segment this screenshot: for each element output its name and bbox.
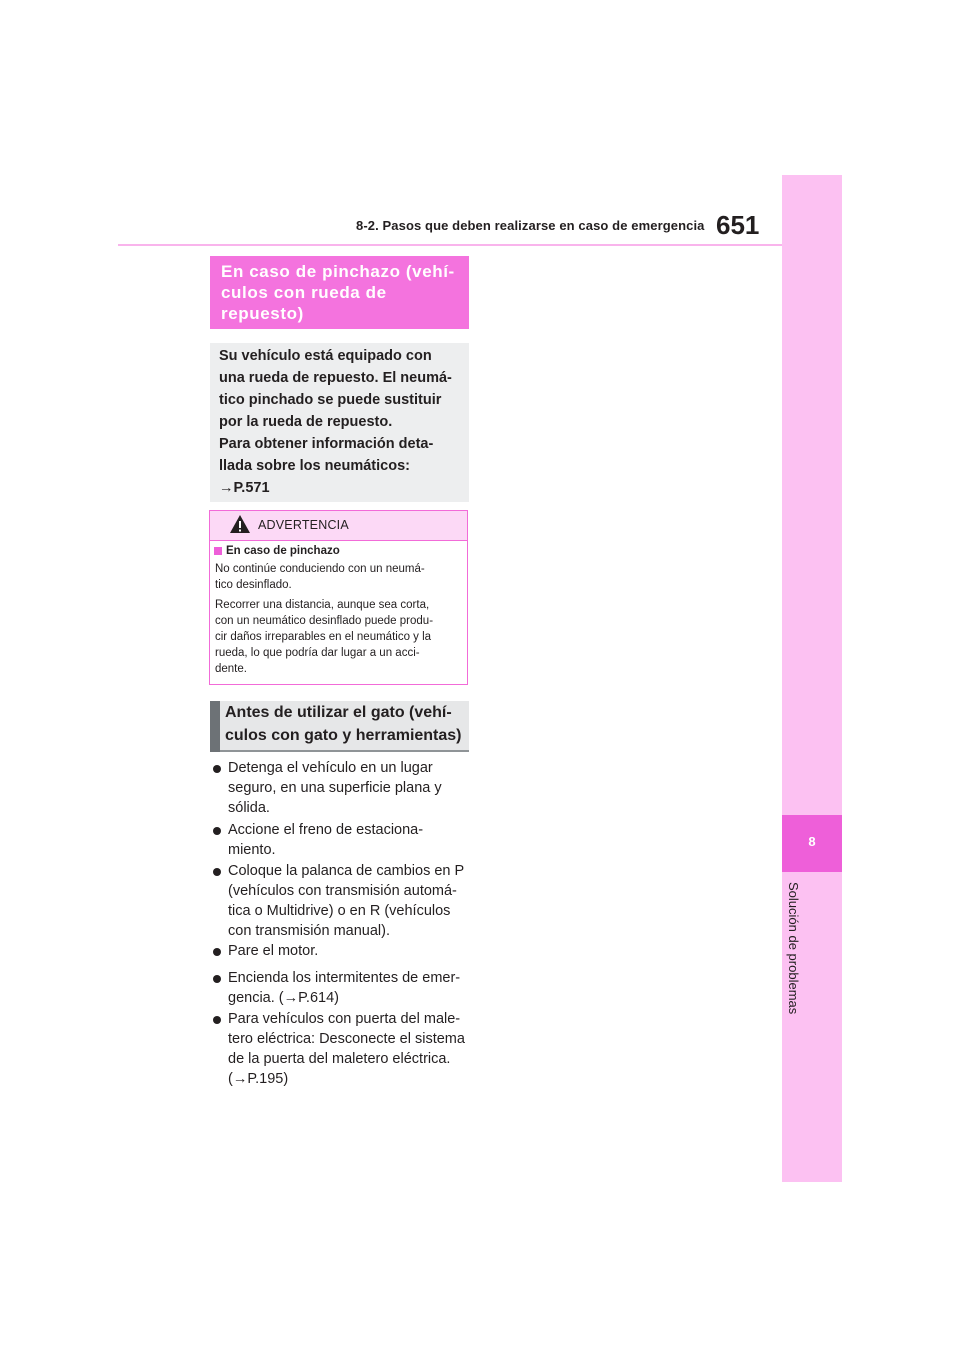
section-title: 8-2. Pasos que deben realizarse en caso de emergencia — [356, 218, 705, 233]
bullet-text: tero eléctrica: Desconecte el sistema — [228, 1031, 465, 1047]
warning-title: ADVERTENCIA — [258, 518, 349, 532]
heading-accent-bar — [210, 701, 220, 752]
bullet-icon — [213, 765, 221, 773]
warning-line: Recorrer una distancia, aunque sea corta, — [215, 599, 430, 611]
bullet-icon — [213, 975, 221, 983]
chapter-label: Solución de problemas — [786, 882, 801, 1015]
page-reference-link[interactable]: →P.571 — [219, 480, 270, 496]
heading-line: culos con rueda de — [221, 283, 387, 302]
info-line: una rueda de repuesto. El neumá- — [219, 370, 452, 386]
section-heading-spare-tire-text — [221, 261, 466, 324]
heading-line: Antes de utilizar el gato (vehí- — [225, 704, 452, 721]
square-bullet-icon — [214, 547, 222, 555]
chapter-number: 8 — [808, 834, 816, 849]
bullet-text: Pare el motor. — [228, 943, 319, 959]
bullet-text: seguro, en una superficie plana y — [228, 780, 442, 796]
warning-triangle-icon — [229, 514, 251, 534]
bullet-text: Para vehículos con puerta del male- — [228, 1011, 461, 1027]
bullet-icon — [213, 868, 221, 876]
info-line: Su vehículo está equipado con — [219, 348, 432, 364]
info-line: Para obtener información deta- — [219, 436, 434, 452]
warning-line: No continúe conduciendo con un neumá- — [215, 563, 425, 575]
warning-line: dente. — [215, 663, 247, 675]
bullet-text: tica o Multidrive) o en R (vehículos — [228, 903, 451, 919]
bullet-text: miento. — [228, 842, 276, 858]
bullet-text: Detenga el vehículo en un lugar — [228, 760, 433, 776]
bullet-text: con transmisión manual). — [228, 923, 390, 939]
warning-subheading: En caso de pinchazo — [226, 545, 340, 557]
bullet-text: Accione el freno de estaciona- — [228, 822, 424, 838]
chapter-side-strip — [782, 175, 842, 1182]
info-line: llada sobre los neumáticos: — [219, 458, 410, 474]
warning-line: cir daños irreparables en el neumático y la — [215, 631, 432, 643]
bullet-text: Encienda los intermitentes de emer- — [228, 970, 461, 986]
page-number: 651 — [716, 210, 760, 240]
info-line: tico pinchado se puede sustituir — [219, 392, 442, 408]
warning-line: con un neumático desinflado puede produ- — [215, 615, 434, 627]
bullet-text: sólida. — [228, 800, 270, 816]
warning-line: rueda, lo que podría dar lugar a un acci- — [215, 647, 420, 659]
info-line: por la rueda de repuesto. — [219, 414, 393, 430]
heading-line: repuesto) — [221, 304, 304, 323]
heading-line: En caso de pinchazo (vehí- — [221, 262, 455, 281]
bullet-text: (vehículos con transmisión automá- — [228, 883, 457, 899]
bullet-text: de la puerta del maletero eléctrica. — [228, 1051, 451, 1067]
bullet-text: (→P.195) — [228, 1071, 289, 1087]
heading-line: culos con gato y herramientas) — [225, 727, 462, 744]
bullet-icon — [213, 827, 221, 835]
bullet-icon — [213, 1016, 221, 1024]
warning-line: tico desinflado. — [215, 579, 292, 591]
header-divider — [118, 244, 782, 246]
bullet-text: Coloque la palanca de cambios en P — [228, 863, 465, 879]
bullet-icon — [213, 948, 221, 956]
bullet-text: gencia. (→P.614) — [228, 990, 339, 1006]
